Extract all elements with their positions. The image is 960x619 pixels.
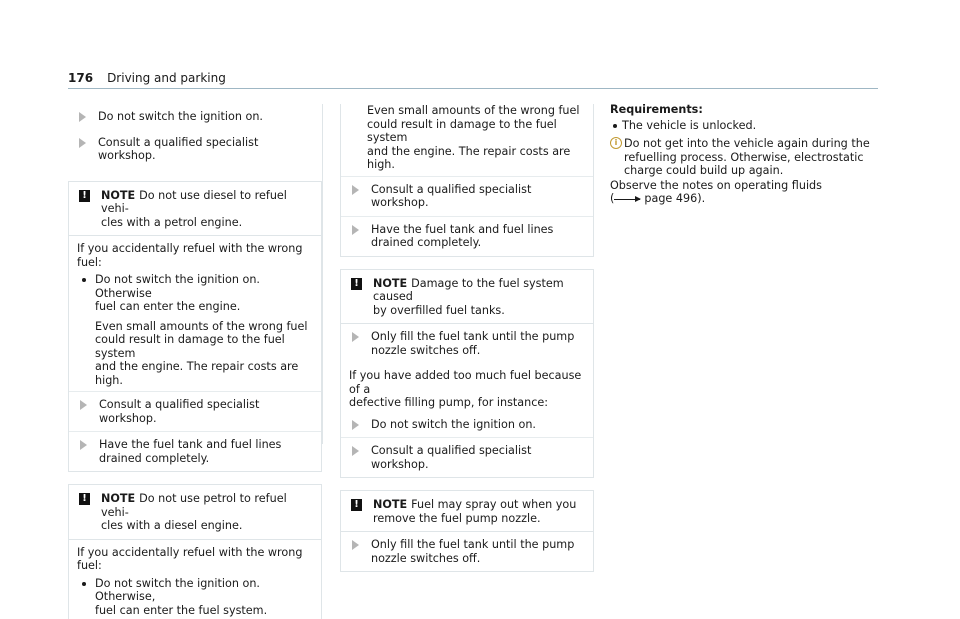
plain-text: and the engine. The repair costs are high. [367,145,570,172]
column-2 [340,104,594,572]
step-text: Only fill the fuel tank until the pump [371,330,574,343]
step-text: Consult a qualified specialist workshop. [371,183,531,210]
arrow-icon [352,540,359,550]
note-intro [341,363,593,412]
step-text: Do not switch the ignition on. [371,418,536,431]
intro-text: If you have added too much fuel because of a [349,369,581,396]
requirement-item [610,117,870,135]
observe-line: Observe the notes on operating fluids [610,179,822,192]
plain-text: could result in damage to the fuel system [367,118,557,145]
step-text: Consult a qualified specialist workshop. [371,444,531,471]
bullet-text: fuel can enter the fuel system. [95,604,267,617]
note-text: cles with a petrol engine. [101,216,242,229]
bullet-text: The vehicle is unlocked. [622,119,756,132]
step-text: drained completely. [371,236,481,249]
bullet-icon [613,124,617,128]
page-header [68,71,226,85]
note-text: by overfilled fuel tanks. [373,304,505,317]
info-note [610,137,870,178]
step-text: Have the fuel tank and fuel lines [99,438,281,451]
plain-text: Even small amounts of the wrong fuel [95,320,308,333]
step-item [68,130,322,169]
note-plain [341,104,593,176]
step-text: Have the fuel tank and fuel lines [371,223,553,236]
step-item [69,392,321,431]
column-3 [610,103,870,206]
note-box-petrol [68,484,322,619]
bullet-text: Do not switch the ignition on. Otherwise, [95,577,260,604]
step-text: Consult a qualified specialist workshop. [98,136,258,163]
plain-text: and the engine. The repair costs are high. [95,360,298,387]
arrow-icon [352,446,359,456]
warning-icon: ! [351,278,362,290]
observe-text [610,179,870,206]
arrow-icon [80,440,87,450]
intro-text: defective filling pump, for instance: [349,396,548,409]
note-text: Damage to the fuel system caused [373,277,564,304]
note-text: remove the fuel pump nozzle. [373,512,541,525]
note-intro: If you accidentally refuel with the wrong fuel: [69,236,321,271]
bullet-text: Do not switch the ignition on. Otherwise [95,273,260,300]
arrow-icon [352,225,359,235]
step-item [341,177,593,216]
arrow-icon [80,400,87,410]
column-1 [68,104,322,619]
note-text: Do not use petrol to refuel vehi- [101,492,287,519]
note-box-overfill [340,269,594,479]
note-text: cles with a diesel engine. [101,519,242,532]
note-header [69,182,321,237]
warning-icon: ! [79,493,90,505]
note-label: NOTE [101,189,135,202]
observe-paren: ( [610,192,614,205]
note-box-diesel [68,181,322,473]
requirements-title: Requirements: [610,103,870,117]
note-box-spray [340,490,594,572]
step-text: Do not switch the ignition on. [98,110,263,123]
arrow-icon [79,138,86,148]
bullet-icon [82,582,86,586]
step-item [69,432,321,471]
bullet-item [69,271,321,316]
step-item [341,324,593,363]
note-continuation [340,104,594,257]
plain-text: could result in damage to the fuel system [95,333,285,360]
step-item [341,438,593,477]
step-text: nozzle switches off. [371,344,480,357]
plain-text: Even small amounts of the wrong fuel [367,104,580,117]
page-reference-arrow-icon [614,199,640,200]
info-icon: i [610,137,622,149]
arrow-icon [352,332,359,342]
arrow-icon [352,185,359,195]
step-item [341,412,593,438]
note-label: NOTE [373,277,407,290]
note-label: NOTE [373,498,407,511]
arrow-icon [79,112,86,122]
info-text: charge could build up again. [624,164,783,177]
section-title: Driving and parking [107,71,226,85]
header-rule [68,88,878,89]
arrow-icon [352,420,359,430]
bullet-icon [82,278,86,282]
step-text: drained completely. [99,452,209,465]
step-text: Consult a qualified specialist workshop. [99,398,259,425]
note-header [341,270,593,325]
step-text: Only fill the fuel tank until the pump [371,538,574,551]
note-header [341,491,593,532]
note-header [69,485,321,540]
note-text: Do not use diesel to refuel vehi- [101,189,287,216]
column-divider [322,104,323,444]
note-label: NOTE [101,492,135,505]
bullet-item [69,575,321,619]
note-plain [69,316,321,392]
step-item [341,532,593,571]
page-reference-link[interactable]: page 496). [644,192,705,205]
note-intro: If you accidentally refuel with the wrong fuel: [69,540,321,575]
page-number: 176 [68,71,93,85]
note-text: Fuel may spray out when you [411,498,576,511]
step-item [341,217,593,256]
step-item [68,104,322,130]
info-text: Do not get into the vehicle again during the [624,137,870,150]
step-text: nozzle switches off. [371,552,480,565]
info-text: refuelling process. Otherwise, electrostatic [624,151,864,164]
warning-icon: ! [351,499,362,511]
warning-icon: ! [79,190,90,202]
bullet-text: fuel can enter the engine. [95,300,240,313]
